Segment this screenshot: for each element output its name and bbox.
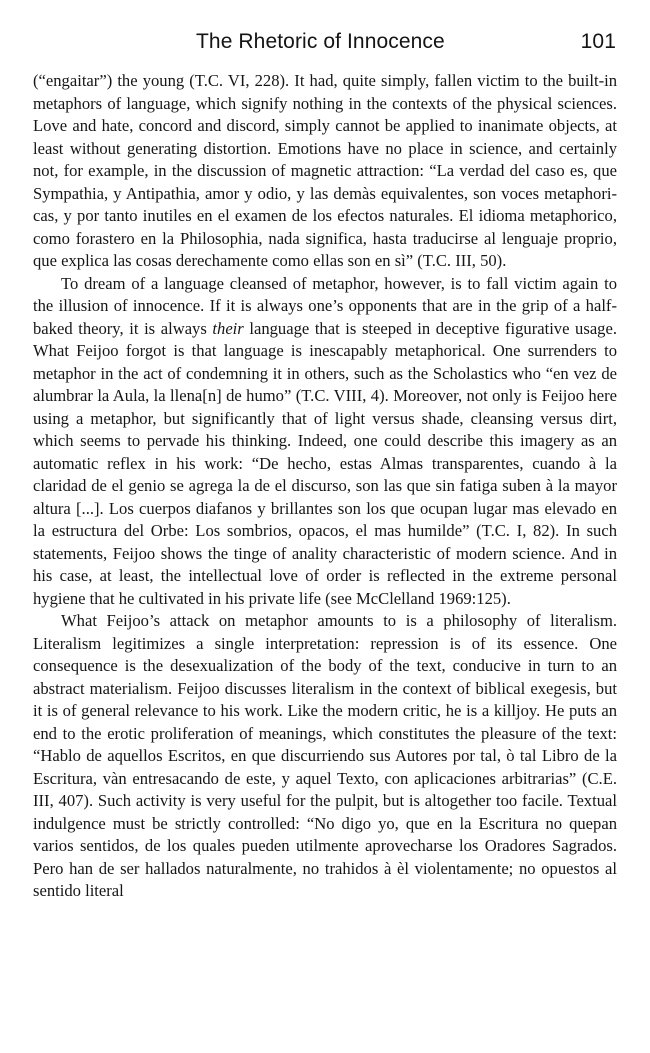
page-number: 101 — [580, 30, 616, 53]
text-run: What Feijoo’s attack on metaphor amounts to is a philosophy of literalism. Literalism legitimizes a single interpretation: repression is of its essence. One consequence is the desexualization of the body of the text, conducive in turn to an abstract materialism. Feijoo discusses literalism in the context of biblical exegesis, but it is of general relevance to his work. Like the modern critic, he is a killjoy. He puts an end to the erotic proliferation of meanings, which constitutes the pleasure of the text: “Hablo de aquellos Escritos, en que discurriendo sus Autores por tal, ò tal Libro de la Escritura, vàn entresacando de este, y aquel Texto, con aplicaciones arbitrarias” (C.E. III, 407). Such activity is very useful for the pulpit, but is altogether too facile. Textual indulgence must be strictly controlled: “No digo yo, que en la Escritura no quepan varios sentidos, de los quales pueden utilmente aprovecharse los Oradores Sagrados. Pero han de ser hallados naturalmente, no trahidos à èl violentamente; no opuestos al sentido literal — [33, 611, 617, 900]
running-title: The Rhetoric of Innocence — [196, 30, 445, 53]
italic-word: their — [212, 318, 244, 338]
paragraph-3 — [33, 610, 617, 903]
text-run: To dream of a language cleansed of metaphor, however, is to fall victim again to the illusion of innocence. If it is always one’s opponents that are in the grip of a half-baked theory, it is always — [33, 273, 617, 338]
running-head — [40, 30, 616, 58]
body-text — [33, 70, 617, 903]
text-run: language that is steeped in deceptive figurative usage. What Feijoo forgot is that language is inescapably metaphorical. One surrenders to metaphor in the act of condemning it in others, such as the Scholastics who “en vez de alumbrar la Aula, la llena[n] de humo” (T.C. VIII, 4). Moreover, not only is Feijoo here using a metaphor, but significantly that of light versus shade, cleansing versus dirt, which seems to pervade his thinking. Indeed, one could describe this imagery as an automatic reflex in his work: “De hecho, estas Almas transparentes, cuando à la claridad de el genio se agrega la de el discurso, son las que sin fatiga suben à la mayor altura [...]. Los cuerpos diafanos y brillantes son los que ocupan lugar mas elevado en la estructura del Orbe: Los sombrios, opacos, el mas humilde” (T.C. I, 82). In such statements, Feijoo shows the tinge of anality characteristic of modern science. And in his case, at least, the intellectual love of order is reflected in the extreme personal hygiene that he cultivated in his private life (see McClelland 1969:125). — [33, 318, 617, 608]
paragraph-2 — [33, 273, 617, 611]
paragraph-1 — [33, 70, 617, 273]
text-run: (“engaitar”) the young (T.C. VI, 228). It had, quite simply, fallen victim to the built-in metaphors of language, which signify nothing in the contexts of the physical sciences. Love and hate, concord and discord, simply cannot be applied to inanimate objects, at least without generating distortion. Emotions have no place in science, and certainly not, for example, in the discussion of magnetic attraction: “La verdad del caso es, que Sympathia, y Antipathia, amor y odio, y las demàs equivalentes, son voces metaphoricas, y por tanto inutiles en el examen de los efectos naturales. El idioma metaphorico, como forastero en la Philosophia, nada significa, hasta traducirse al lenguaje proprio, que explica las cosas derechamente como ellas son en sì” (T.C. III, 50). — [33, 71, 617, 270]
